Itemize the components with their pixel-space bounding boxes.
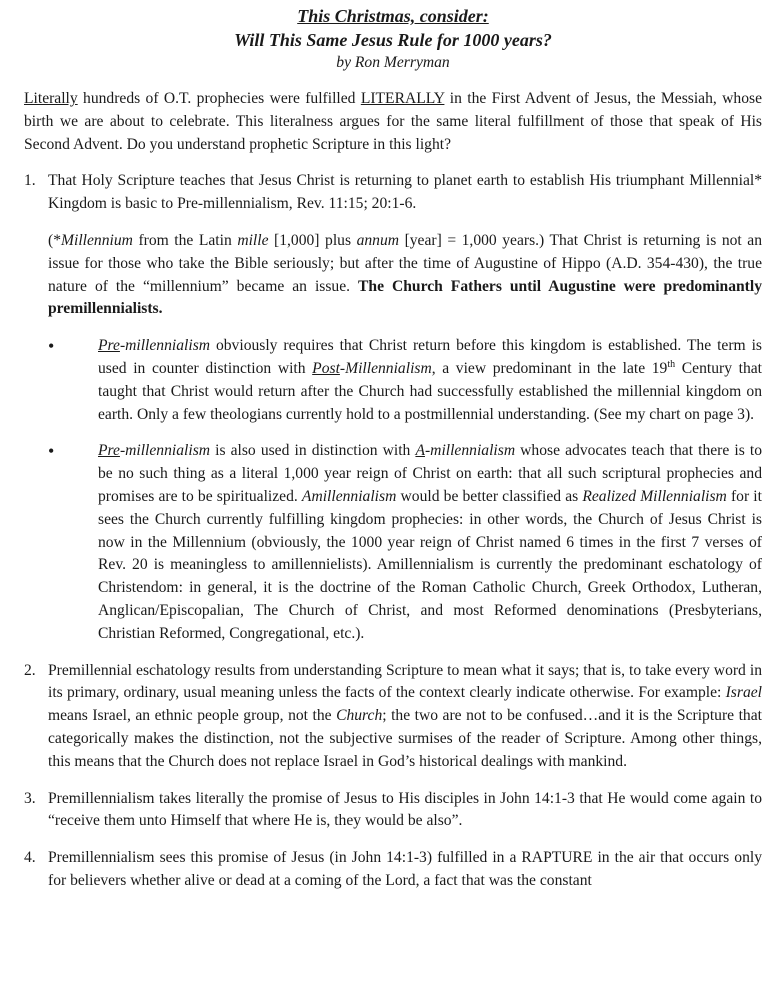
- bullet-2-text-1: is also used in distinction with: [210, 442, 416, 460]
- list-item-1-text: That Holy Scripture teaches that Jesus Christ is returning to planet earth to establish His triumphant Millennial* Kingdom is basic to Pre-millennialism, Rev. 11:15; 20:1-6.: [48, 172, 762, 213]
- millennium-note: [48, 230, 762, 321]
- list-number-1: 1.: [24, 172, 36, 190]
- byline: by Ron Merryman: [336, 54, 450, 71]
- bullet-2-italic-amillennialism: Amillennialism: [301, 487, 397, 505]
- list-number-2: 2.: [24, 661, 36, 679]
- item-2-text-3: ; the two are not to be confused…and it is the Scripture that categorically makes the distinction, not the subjective surmises of the reader of Scripture. Among other things, this means that the Church does not replace Israel in God’s historical dealings with mankind.: [48, 707, 762, 770]
- bullet-1-post-rest: -Millennialism: [339, 359, 432, 377]
- list-item-3-text: Premillennialism takes literally the promise of Jesus to His disciples in John 14:1-3 that He would come again to “receive them unto Himself that where He is, they would be also”.: [48, 789, 762, 830]
- title-line-2: Will This Same Jesus Rule for 1000 years?: [234, 30, 552, 50]
- note-text-2: from the Latin: [132, 231, 238, 249]
- list-item-1: [24, 170, 762, 216]
- note-text-4: [year] = 1,000 years.) That Christ is returning is not an issue for those who take the Bible seriously; but after the time of Augustine of Hippo (A.D. 354-430), the true nature of the “millennium” became an issue.: [48, 231, 762, 295]
- item-2-text-2: means Israel, an ethnic people group, not the: [48, 707, 337, 725]
- intro-word-literally-caps: LITERALLY: [360, 90, 445, 107]
- bullet-2-pre-rest: -millennialism: [119, 442, 211, 460]
- bullet-icon: •: [48, 441, 55, 462]
- list-item-2: [24, 660, 762, 774]
- bullet-premillennialism-2: [48, 440, 762, 645]
- bullet-1-text-3: Century that taught that Christ would return after the Church had successfully established the millennial kingdom on earth. Only a few theologians currently hold to a postmillennial understanding. (See my chart on page 3).: [98, 359, 762, 423]
- bullet-2-text-2: whose advocates teach that there is to be no such thing as a literal 1,000 year reign of Christ on earth: that all such scriptural prophecies and promises are to be spiritualized.: [98, 442, 762, 505]
- bullet-1-text: [98, 335, 762, 426]
- bullet-2-italic-realized: Realized Millennialism: [582, 487, 727, 505]
- title-line-1: This Christmas, consider:: [297, 6, 489, 26]
- bullet-2-text-3: would be better classified as: [396, 487, 583, 505]
- note-italic-millennium: Millennium: [61, 231, 133, 249]
- note-text-3: [1,000] plus: [268, 231, 357, 249]
- item-2-text-1: Premillennial eschatology results from understanding Scripture to mean what it says; that is, to take every word in its primary, ordinary, usual meaning unless the facts of the context clearly indicate otherwise. For example:: [48, 661, 762, 702]
- bullet-premillennialism-1: [48, 335, 762, 426]
- intro-text-1: hundreds of O.T. prophecies were fulfilled: [77, 90, 361, 107]
- bullet-1-text-1: obviously requires that Christ return before this kingdom is established. The term is used in counter distinction with: [98, 337, 762, 377]
- intro-word-literally: Literally: [24, 90, 78, 107]
- bullet-2-text-4: for it sees the Church currently fulfilling kingdom prophecies: in other words, the Church of Jesus Christ is now in the Millennium (obviously, the 1000 year reign of Christ named 6 times in the first 7 verses of Rev. 20 is meaningless to amillennielists). Amillennialism is currently the predominant eschatology of Christendom: in general, it is the doctrine of the Roman Catholic Church, Greek Orthodox, Lutheran, Anglican/Episcopalian, The Church of Christ, and most Reformed denominations (Presbyterians, Christian Reformed, Congregational, etc.).: [98, 487, 762, 642]
- note-italic-mille: mille: [237, 231, 269, 249]
- bullet-1-text-2: , a view predominant in the late 19: [431, 359, 668, 377]
- list-item-2-text: [48, 660, 762, 774]
- note-text-1: (*: [48, 231, 61, 249]
- intro-paragraph: [24, 88, 762, 156]
- bullet-2-a: A: [415, 442, 425, 460]
- list-item-3: [24, 788, 762, 834]
- intro-text-2: in the First Advent of Jesus, the Messiah, whose birth we are about to celebrate. This literalness argues for the same literal fulfillment of those that speak of His Second Advent. Do you understand prophetic Scripture in this light?: [24, 90, 762, 153]
- bullet-1-pre-rest: -millennialism: [119, 337, 211, 355]
- bullet-1-superscript: th: [667, 358, 676, 370]
- bullet-2-a-rest: -millennialism: [424, 442, 516, 460]
- bullet-2-text: [98, 440, 762, 645]
- item-2-italic-church: Church: [336, 707, 383, 725]
- bullet-icon: •: [48, 336, 55, 357]
- list-number-4: 4.: [24, 849, 36, 867]
- note-bold-statement: The Church Fathers until Augustine were predominantly premillennialists.: [48, 277, 762, 318]
- bullet-2-pre: Pre: [98, 442, 120, 460]
- note-italic-annum: annum: [356, 231, 400, 249]
- bullet-1-pre: Pre: [98, 337, 120, 355]
- item-2-italic-israel: Israel: [725, 684, 762, 702]
- list-number-3: 3.: [24, 789, 36, 807]
- list-item-4-text: Premillennialism sees this promise of Jesus (in John 14:1-3) fulfilled in a RAPTURE in the air that occurs only for believers whether alive or dead at a coming of the Lord, a fact that was the constant: [48, 849, 762, 889]
- bullet-1-post: Post: [312, 359, 340, 377]
- list-item-4: [24, 847, 762, 893]
